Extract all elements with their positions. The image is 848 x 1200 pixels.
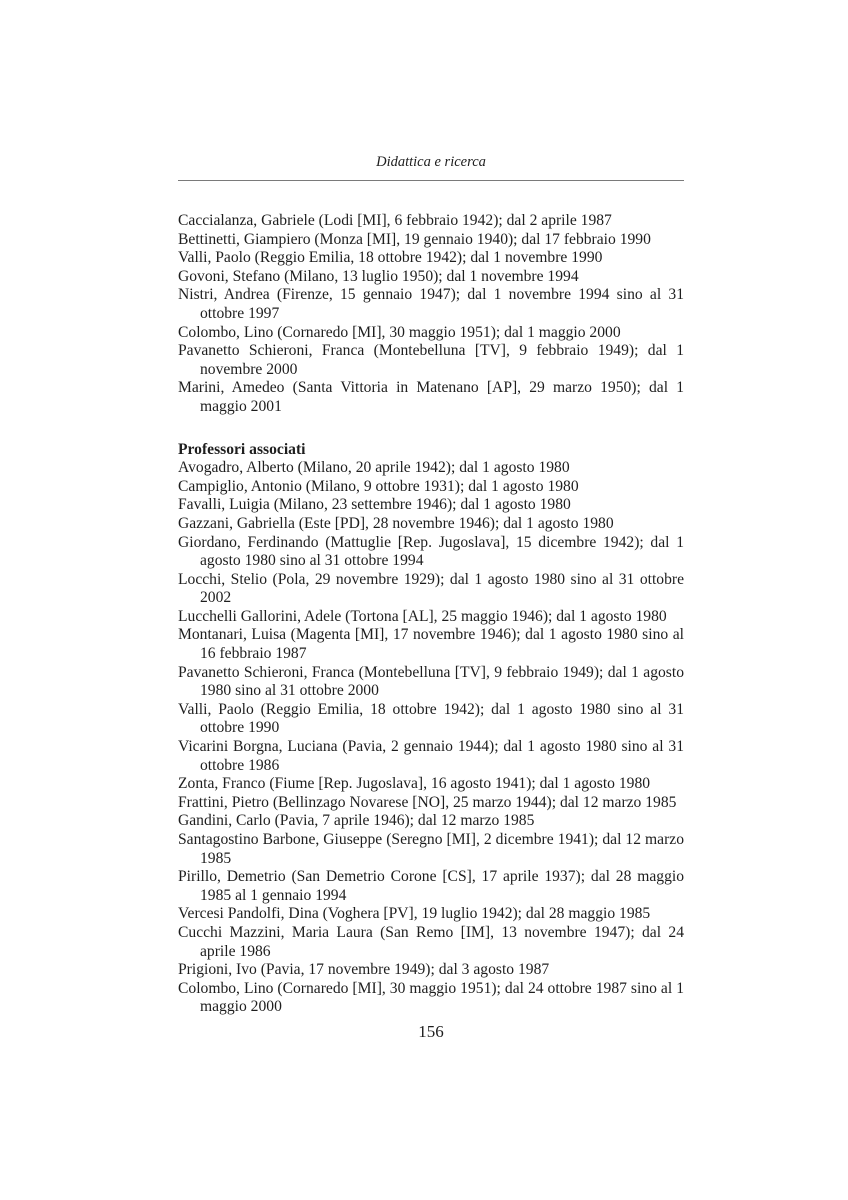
document-body (178, 212, 684, 1017)
list-entry: Favalli, Luigia (Milano, 23 settembre 1946); dal 1 agosto 1980 (178, 496, 571, 514)
list-entry: Bettinetti, Giampiero (Monza [MI], 19 gennaio 1940); dal 17 febbraio 1990 (178, 230, 651, 248)
list-entry: Pavanetto Schieroni, Franca (Montebelluna [TV], 9 febbraio 1949); dal 1 agosto 1980 sino al 31 ottobre 2000 (178, 663, 684, 700)
page-number: 156 (418, 1022, 444, 1041)
list-entry: Vicarini Borgna, Luciana (Pavia, 2 gennaio 1944); dal 1 agosto 1980 sino al 31 ottobre 1986 (178, 738, 684, 774)
list-entry: Caccialanza, Gabriele (Lodi [MI], 6 febbraio 1942); dal 2 aprile 1987 (178, 212, 612, 229)
list-entry: Avogadro, Alberto (Milano, 20 aprile 1942); dal 1 agosto 1980 (178, 459, 570, 477)
list-entry: Cucchi Mazzini, Maria Laura (San Remo [IM], 13 novembre 1947); dal 24 aprile 1986 (178, 923, 684, 960)
section-heading: Professori associati (178, 440, 306, 458)
header-divider (178, 180, 684, 181)
list-entry: Campiglio, Antonio (Milano, 9 ottobre 1931); dal 1 agosto 1980 (178, 477, 579, 495)
running-title: Didattica e ricerca (376, 154, 486, 170)
list-entry: Prigioni, Ivo (Pavia, 17 novembre 1949); dal 3 agosto 1987 (178, 961, 550, 979)
list-entry: Pavanetto Schieroni, Franca (Montebelluna [TV], 9 febbraio 1949); dal 1 novembre 2000 (178, 342, 684, 378)
list-entry: Frattini, Pietro (Bellinzago Novarese [NO], 25 marzo 1944); dal 12 marzo 1985 (178, 793, 677, 811)
list-entry: Pirillo, Demetrio (San Demetrio Corone [CS], 17 aprile 1937); dal 28 maggio 1985 al 1 gennaio 1994 (178, 868, 684, 904)
list-entry: Gandini, Carlo (Pavia, 7 aprile 1946); dal 12 marzo 1985 (178, 812, 535, 830)
list-entry: Govoni, Stefano (Milano, 13 luglio 1950); dal 1 novembre 1994 (178, 267, 579, 285)
list-entry: Marini, Amedeo (Santa Vittoria in Matenano [AP], 29 marzo 1950); dal 1 maggio 2001 (178, 379, 684, 415)
list-entry: Montanari, Luisa (Magenta [MI], 17 novembre 1946); dal 1 agosto 1980 sino al 16 febbraio 1987 (178, 626, 684, 663)
list-entry: Zonta, Franco (Fiume [Rep. Jugoslava], 16 agosto 1941); dal 1 agosto 1980 (178, 775, 651, 793)
list-entry: Colombo, Lino (Cornaredo [MI], 30 maggio 1951); dal 24 ottobre 1987 sino al 1 maggio 2000 (178, 979, 684, 1016)
list-entry: Santagostino Barbone, Giuseppe (Seregno [MI], 2 dicembre 1941); dal 12 marzo 1985 (178, 831, 684, 867)
list-entry: Locchi, Stelio (Pola, 29 novembre 1929); dal 1 agosto 1980 sino al 31 ottobre 2002 (178, 570, 684, 607)
list-entry: Colombo, Lino (Cornaredo [MI], 30 maggio 1951); dal 1 maggio 2000 (178, 323, 621, 341)
list-entry: Lucchelli Gallorini, Adele (Tortona [AL], 25 maggio 1946); dal 1 agosto 1980 (178, 607, 667, 625)
list-entry: Valli, Paolo (Reggio Emilia, 18 ottobre 1942); dal 1 novembre 1990 (178, 249, 603, 267)
list-entry: Valli, Paolo (Reggio Emilia, 18 ottobre 1942); dal 1 agosto 1980 sino al 31 ottobre 1990 (178, 700, 684, 737)
list-entry: Nistri, Andrea (Firenze, 15 gennaio 1947); dal 1 novembre 1994 sino al 31 ottobre 1997 (178, 286, 684, 322)
list-entry: Gazzani, Gabriella (Este [PD], 28 novembre 1946); dal 1 agosto 1980 (178, 514, 614, 532)
list-entry: Giordano, Ferdinando (Mattuglie [Rep. Jugoslava], 15 dicembre 1942); dal 1 agosto 1980 sino al 31 ottobre 1994 (178, 533, 684, 570)
list-entry: Vercesi Pandolfi, Dina (Voghera [PV], 19 luglio 1942); dal 28 maggio 1985 (178, 905, 651, 923)
